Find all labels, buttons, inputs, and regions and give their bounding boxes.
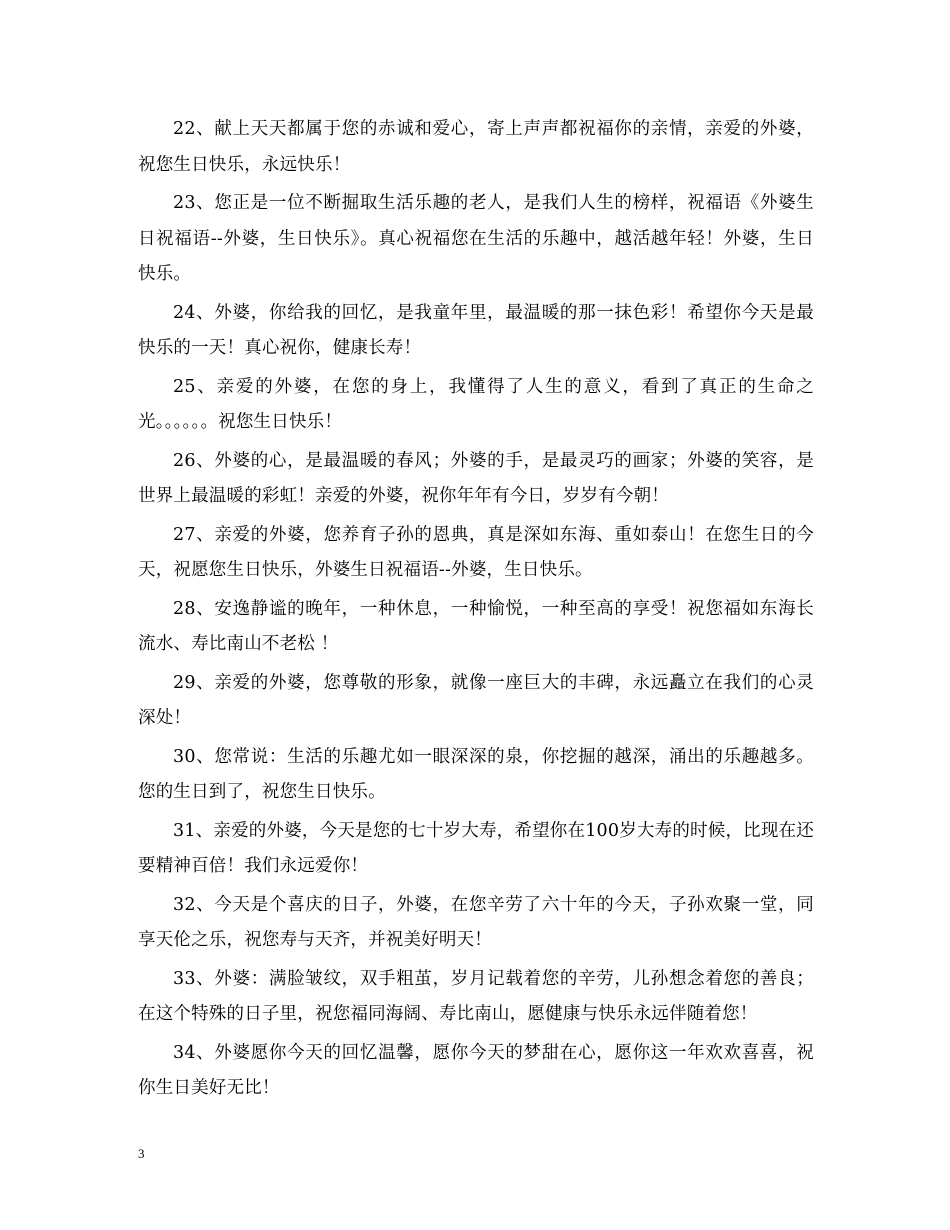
paragraph-28: 28、安逸静谧的晚年，一种休息，一种愉悦，一种至高的享受！祝您福如东海长流水、寿比南山不老松 ！ [138,598,814,654]
paragraph-34: 34、外婆愿你今天的回忆温馨，愿你今天的梦甜在心，愿你这一年欢欢喜喜，祝你生日美好无比！ [138,1042,814,1098]
paragraph-32: 32、今天是个喜庆的日子，外婆，在您辛劳了六十年的今天，子孙欢聚一堂，同享天伦之乐，祝您寿与天齐，并祝美好明天！ [138,894,814,950]
paragraph-25: 25、亲爱的外婆，在您的身上，我懂得了人生的意义，看到了真正的生命之光。。。。。。祝您生日快乐！ [138,376,814,432]
paragraph-33: 33、外婆：满脸皱纹，双手粗茧，岁月记载着您的辛劳，儿孙想念着您的善良；在这个特殊的日子里，祝您福同海阔、寿比南山，愿健康与快乐永远伴随着您！ [138,968,814,1024]
paragraph-24: 24、外婆，你给我的回忆，是我童年里，最温暖的那一抹色彩！希望你今天是最快乐的一天！真心祝你，健康长寿！ [138,302,814,358]
paragraph-29: 29、亲爱的外婆，您尊敬的形象，就像一座巨大的丰碑，永远矗立在我们的心灵深处！ [138,672,814,728]
paragraph-31: 31、亲爱的外婆，今天是您的七十岁大寿，希望你在100岁大寿的时候，比现在还要精神百倍！我们永远爱你！ [138,820,814,876]
paragraph-22: 22、献上天天都属于您的赤诚和爱心，寄上声声都祝福你的亲情，亲爱的外婆，祝您生日快乐，永远快乐！ [138,119,814,175]
paragraph-23: 23、您正是一位不断掘取生活乐趣的老人，是我们人生的榜样，祝福语《外婆生日祝福语--外婆，生日快乐》。真心祝福您在生活的乐趣中，越活越年轻！外婆，生日快乐。 [138,193,814,284]
paragraph-30: 30、您常说：生活的乐趣尤如一眼深深的泉，你挖掘的越深，涌出的乐趣越多。您的生日到了，祝您生日快乐。 [138,746,814,802]
document-body [138,112,814,1110]
paragraph-26: 26、外婆的心，是最温暖的春风；外婆的手，是最灵巧的画家；外婆的笑容，是世界上最温暖的彩虹！亲爱的外婆，祝你年年有今日，岁岁有今朝！ [138,450,814,506]
page-number: 3 [138,1146,145,1161]
paragraph-27: 27、亲爱的外婆，您养育子孙的恩典，真是深如东海、重如泰山！在您生日的今天，祝愿您生日快乐，外婆生日祝福语--外婆，生日快乐。 [138,524,814,580]
